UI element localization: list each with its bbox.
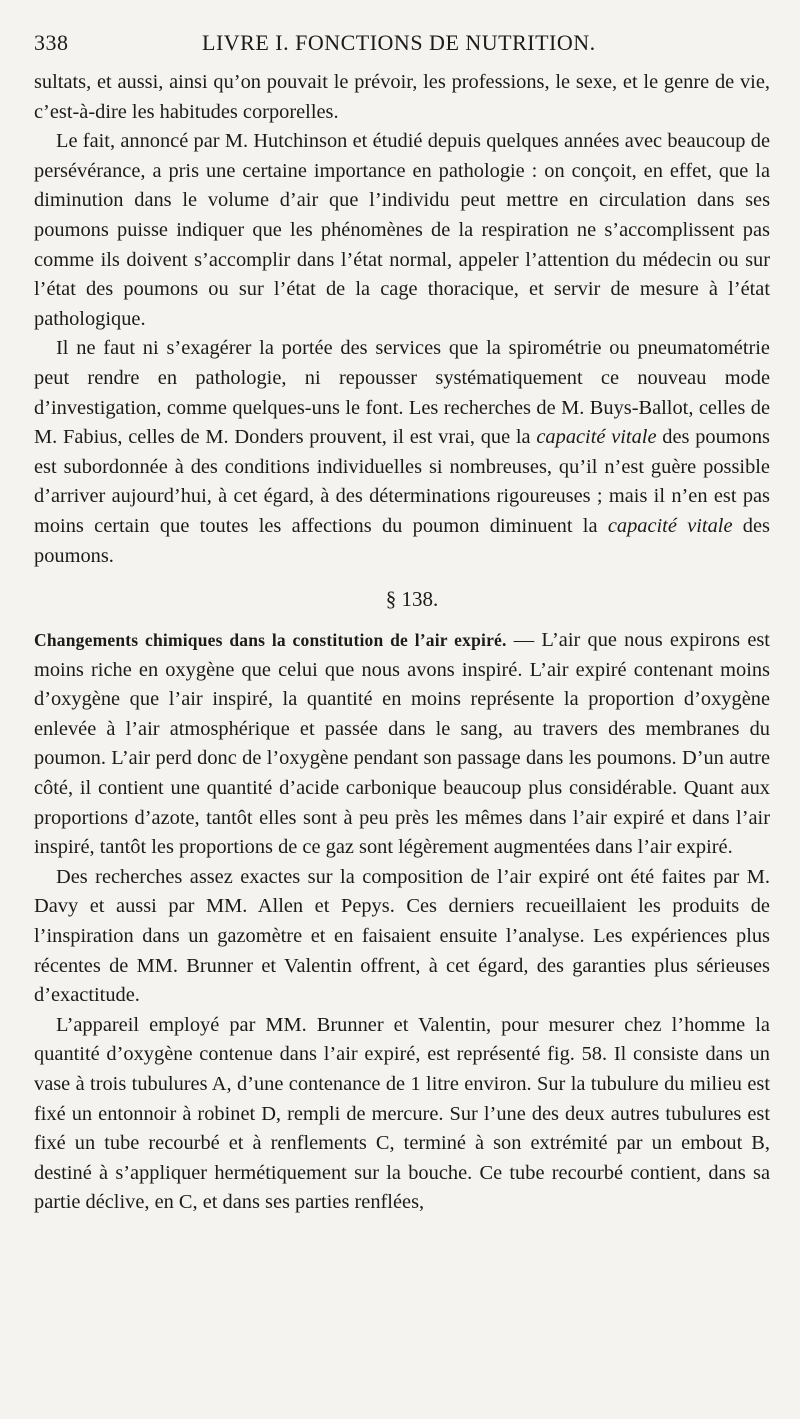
paragraph-text: — L’air que nous expirons est moins riche en oxygène que celui que nous avons inspiré. L’air expiré contenant moins d’oxygène que l’air inspiré, la quantité en moins représente la proportion d’oxygène enlevée à l’air atmosphérique et passée dans le sang, au travers des membranes du poumon. L’air perd donc de l’oxygène pendant son passage dans les poumons. D’un autre côté, il contient une quantité d’acide carbonique beaucoup plus considérable. Quant aux proportions d’azote, tantôt elles sont à peu près les mêmes dans l’air expiré et dans l’air inspiré, tantôt les proportions de ce gaz sont légèrement augmentées dans l’air expiré.: [34, 629, 770, 859]
running-head: LIVRE I. FONCTIONS DE NUTRITION.: [202, 30, 596, 55]
section-heading: Changements chimiques dans la constitution de l’air expiré.: [34, 630, 507, 651]
paragraph-text: Il ne faut ni s’exagérer la portée des services que la spirométrie ou pneumatométrie peut rendre en pathologie, ni repousser systématiquement ce nouveau mode d’investigation, comme quelques-uns le font. Les recherches de M. Buys-Ballot, celles de M. Fabius, celles de M. Donders prouvent, il est vrai, que la: [34, 337, 770, 449]
paragraph-text: des poumons.: [34, 514, 770, 567]
page-number: 338: [34, 30, 69, 55]
paragraph: [34, 127, 770, 334]
paragraph-text: Le fait, annoncé par M. Hutchinson et étudié depuis quelques années avec beaucoup de persévérance, a pris une certaine importance en pathologie : on conçoit, en effet, que la diminution dans le volume d’air que l’individu peut mettre en circulation dans ses poumons puisse indiquer que les phénomènes de la respiration ne s’accomplissent pas comme ils doivent s’accomplir dans l’état normal, appeler l’attention du médecin ou sur l’état des poumons ou sur l’état de la cage thoracique, et servir de mesure à l’état pathologique.: [34, 130, 770, 330]
paragraph: [34, 1011, 770, 1218]
paragraph: [34, 334, 770, 571]
paragraph: [34, 626, 770, 863]
emphasis-term: capacité vitale: [536, 426, 657, 449]
page-header: [34, 30, 770, 68]
paragraph-text: des poumons est subordonnée à des conditions individuelles si nombreuses, qu’il n’est guère possible d’arriver aujourd’hui, à cet égard, à des déterminations rigoureuses ; mais il n’en est pas moins certain que toutes les affections du poumon diminuent la: [34, 426, 770, 537]
paragraph-text: Des recherches assez exactes sur la composition de l’air expiré ont été faites par M. Davy et aussi par MM. Allen et Pepys. Ces derniers recueillaient les produits de l’inspiration dans un gazomètre et en faisaient ensuite l’analyse. Les expériences plus récentes de MM. Brunner et Valentin offrent, à cet égard, des garanties plus sérieuses d’exactitude.: [34, 865, 770, 1007]
paragraph: [34, 68, 770, 127]
paragraph-text: L’appareil employé par MM. Brunner et Valentin, pour mesurer chez l’homme la quantité d’oxygène contenue dans l’air expiré, est représenté fig. 58. Il consiste dans un vase à trois tubulures A, d’une contenance de 1 litre environ. Sur la tubulure du milieu est fixé un entonnoir à robinet D, rempli de mercure. Sur l’une des deux autres tubulures est fixé un tube recourbé et à renflements C, terminé à son extrémité par un embout B, destiné à s’appliquer hermétiquement sur la bouche. Ce tube recourbé contient, dans sa partie déclive, en C, et dans ses parties renflées,: [34, 1013, 770, 1214]
section-number: § 138.: [385, 587, 439, 612]
emphasis-term: capacité vitale: [607, 514, 733, 537]
paragraph-text: sultats, et aussi, ainsi qu’on pouvait le prévoir, les professions, le sexe, et le genre de vie, c’est-à-dire les habitudes corporelles.: [34, 71, 770, 123]
paragraph: [34, 863, 770, 1011]
